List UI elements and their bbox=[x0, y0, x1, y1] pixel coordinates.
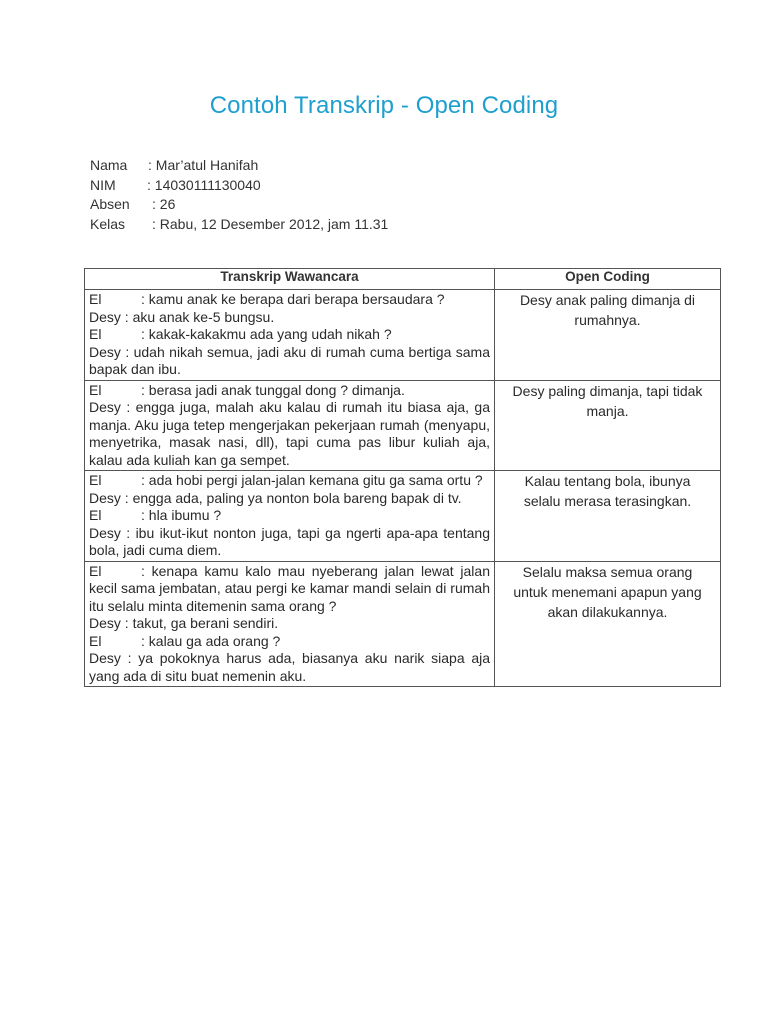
info-value: : Mar’atul Hanifah bbox=[148, 157, 259, 173]
dialog-text: : ada hobi pergi jalan-jalan kemana gitu ga sama ortu ? bbox=[141, 472, 483, 488]
document-title: Contoh Transkrip - Open Coding bbox=[209, 92, 559, 119]
dialog-line bbox=[89, 382, 490, 400]
info-value: : 26 bbox=[152, 196, 176, 212]
dialog-line bbox=[89, 650, 490, 685]
speaker-label: Desy bbox=[89, 343, 121, 360]
dialog-text: : aku anak ke-5 bungsu. bbox=[124, 308, 275, 325]
dialog-text: : kamu anak ke berapa dari berapa bersaudara ? bbox=[141, 291, 445, 307]
dialog-line bbox=[89, 291, 490, 309]
dialog-text: : takut, ga berani sendiri. bbox=[124, 615, 279, 631]
dialog-text: : engga juga, malah aku kalau di rumah itu biasa aja, ga manja. Aku juga tetep mengerjakan pekerjaan rumah (menyapu, menyetrika, masak nasi, dll), tapi cuma pas libur kuliah aja, kalau ada kuliah kan ga sempet. bbox=[89, 399, 490, 468]
transcript-table bbox=[84, 268, 721, 687]
dialog-text: : udah nikah semua, jadi aku di rumah cuma bertiga sama bapak dan ibu. bbox=[89, 343, 490, 377]
info-value: : Rabu, 12 Desember 2012, jam 11.31 bbox=[152, 215, 389, 232]
dialog-line bbox=[89, 507, 490, 525]
table-row bbox=[85, 561, 721, 687]
dialog-line bbox=[89, 615, 490, 633]
dialog-text: : kalau ga ada orang ? bbox=[141, 632, 281, 649]
speaker-label: El bbox=[89, 381, 102, 398]
header-open-coding: Open Coding bbox=[495, 269, 721, 290]
speaker-label: Desy bbox=[89, 308, 121, 325]
table-row bbox=[85, 380, 721, 471]
open-coding-cell: Selalu maksa semua orang untuk menemani apapun yang akan dilakukannya. bbox=[495, 561, 721, 687]
speaker-label: El bbox=[89, 291, 102, 307]
dialog-text: : engga ada, paling ya nonton bola bareng bapak di tv. bbox=[124, 489, 462, 506]
speaker-label: Desy bbox=[89, 489, 121, 506]
dialog-text: : berasa jadi anak tunggal dong ? dimanja. bbox=[141, 381, 405, 398]
info-value: : 14030111130040 bbox=[147, 176, 261, 193]
transcript-cell bbox=[85, 471, 495, 562]
dialog-line bbox=[89, 326, 490, 344]
dialog-text: : ya pokoknya harus ada, biasanya aku narik siapa aja yang ada di situ buat nemenin aku. bbox=[89, 650, 490, 684]
info-label: NIM bbox=[90, 176, 116, 193]
dialog-line bbox=[89, 472, 490, 490]
transcript-cell bbox=[85, 561, 495, 687]
dialog-line bbox=[89, 525, 490, 560]
speaker-label: El bbox=[89, 632, 102, 649]
dialog-line bbox=[89, 399, 490, 469]
speaker-label: Desy bbox=[89, 615, 121, 631]
dialog-line bbox=[89, 344, 490, 379]
info-label: Nama bbox=[90, 157, 128, 173]
info-label: Absen bbox=[90, 196, 130, 212]
open-coding-cell: Kalau tentang bola, ibunya selalu merasa terasingkan. bbox=[495, 471, 721, 562]
dialog-text: : kenapa kamu kalo mau nyeberang jalan lewat jalan kecil sama jembatan, atau pergi ke kamar mandi selain di rumah itu selalu minta ditemenin sama orang ? bbox=[89, 562, 490, 614]
dialog-text: : ibu ikut-ikut nonton juga, tapi ga ngerti apa-apa tentang bola, jadi cuma diem. bbox=[89, 524, 491, 558]
open-coding-cell: Desy paling dimanja, tapi tidak manja. bbox=[495, 380, 721, 471]
info-label: Kelas bbox=[90, 215, 126, 232]
open-coding-cell: Desy anak paling dimanja di rumahnya. bbox=[495, 290, 721, 381]
speaker-label: El bbox=[89, 326, 102, 342]
dialog-line bbox=[89, 563, 490, 616]
transcript-cell bbox=[85, 380, 495, 471]
speaker-label: El bbox=[89, 472, 102, 488]
dialog-text: : kakak-kakakmu ada yang udah nikah ? bbox=[141, 326, 392, 342]
dialog-line bbox=[89, 490, 490, 508]
speaker-label: Desy bbox=[89, 524, 121, 541]
dialog-line bbox=[89, 633, 490, 651]
dialog-line bbox=[89, 309, 490, 327]
table-header-row bbox=[85, 269, 721, 290]
transcript-cell bbox=[85, 290, 495, 381]
header-transkrip-wawancara: Transkrip Wawancara bbox=[85, 269, 495, 290]
dialog-text: : hla ibumu ? bbox=[141, 507, 222, 523]
table-row bbox=[85, 290, 721, 381]
speaker-label: Desy bbox=[89, 650, 121, 666]
table-row bbox=[85, 471, 721, 562]
speaker-label: Desy bbox=[89, 399, 121, 415]
speaker-label: El bbox=[89, 562, 102, 579]
speaker-label: El bbox=[89, 507, 102, 523]
